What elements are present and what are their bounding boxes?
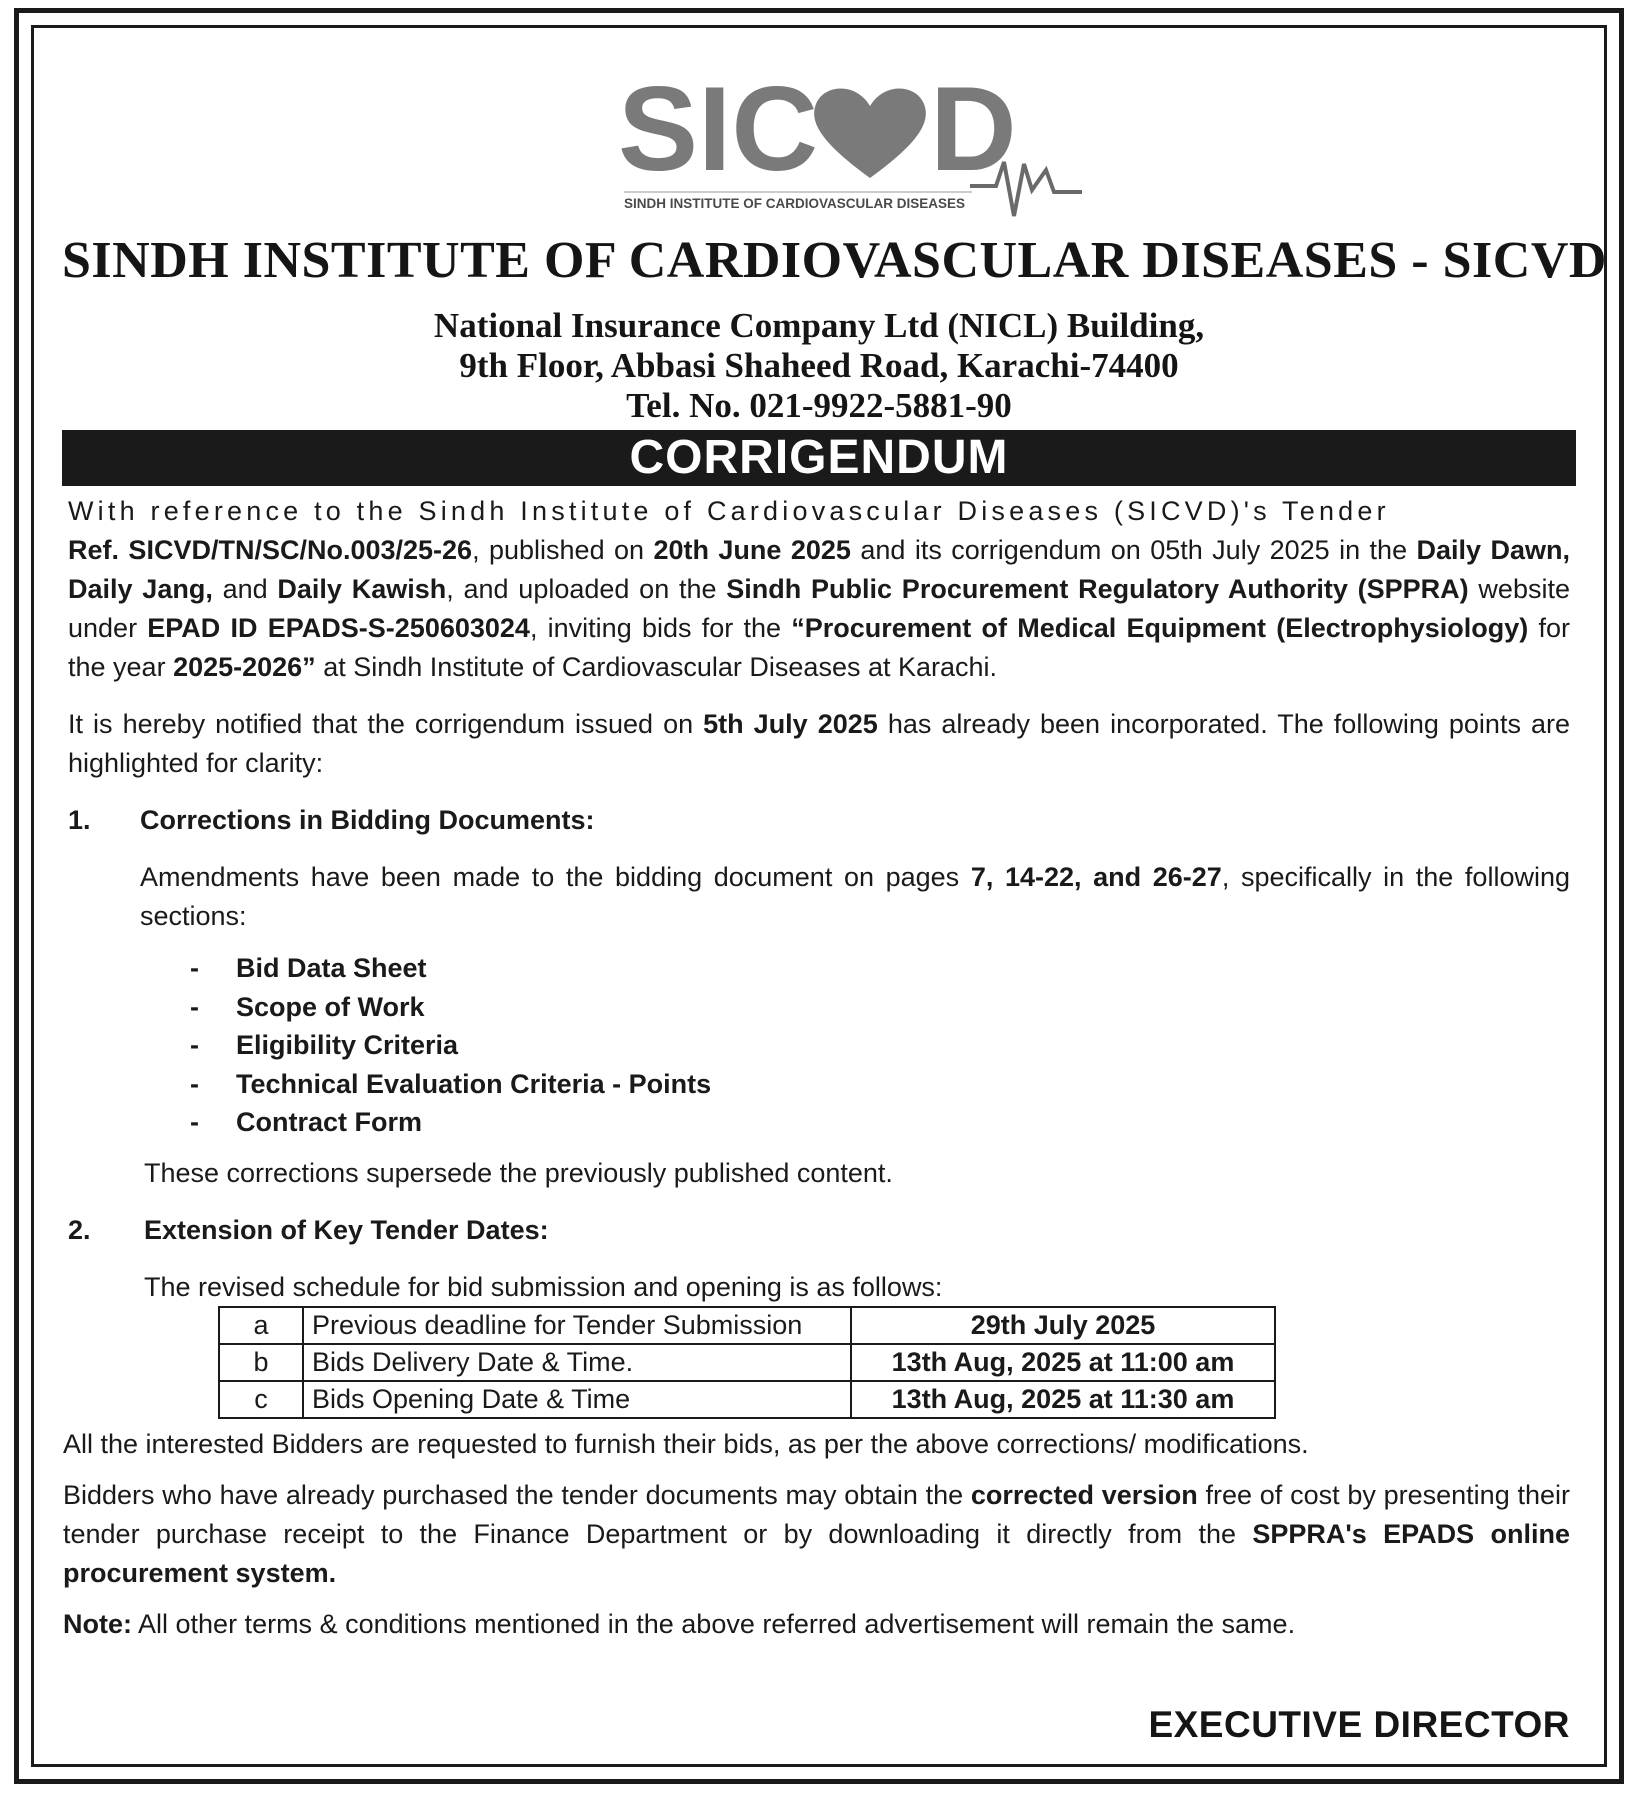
intro-text: and — [212, 574, 278, 604]
amendments-text: Amendments have been made to the bidding document on pages — [140, 862, 971, 892]
schedule-table — [218, 1306, 1276, 1419]
corrigendum-banner: CORRIGENDUM — [62, 430, 1576, 486]
row-value: 29th July 2025 — [851, 1307, 1275, 1344]
intro-text: and its corrigendum on 05th July 2025 in the — [850, 535, 1417, 565]
signature-title: EXECUTIVE DIRECTOR — [1148, 1704, 1570, 1745]
logo-letters-sic: SIC — [618, 66, 819, 196]
notice-date: 5th July 2025 — [703, 709, 878, 739]
intro-line1: With reference to the Sindh Institute of Cardiovascular Diseases (SICVD)'s Tender — [68, 496, 1390, 526]
tender-ref: Ref. SICVD/TN/SC/No.003/25-26 — [68, 535, 473, 565]
table-row — [219, 1307, 1275, 1344]
telephone: Tel. No. 021-9922-5881-90 — [626, 386, 1012, 425]
notice-text: It is hereby notified that the corrigendum issued on — [68, 709, 704, 739]
epad-id: EPAD ID EPADS-S-250603024 — [147, 613, 530, 643]
section-number: 2. — [68, 1214, 91, 1245]
section-title: Extension of Key Tender Dates: — [144, 1214, 549, 1245]
section-2-heading — [68, 1211, 1570, 1250]
row-label: Bids Opening Date & Time — [303, 1381, 851, 1418]
logo-letter-d: D — [930, 66, 1017, 196]
notice-paragraph — [68, 705, 1570, 783]
outer-frame — [14, 8, 1624, 1784]
bidders-request: All the interested Bidders are requested to furnish their bids, as per the above corrections/ modifications. — [63, 1428, 1309, 1459]
corrected-version-paragraph — [63, 1476, 1570, 1593]
list-item: - Technical Evaluation Criteria - Points — [190, 1068, 712, 1099]
intro-text: , published on — [472, 535, 654, 565]
logo-tagline: SINDH INSTITUTE OF CARDIOVASCULAR DISEASES — [624, 196, 966, 211]
inner-frame — [31, 25, 1607, 1767]
amendments-text: , specifically in the following sections: — [140, 862, 1570, 931]
intro-text: , and uploaded on the — [446, 574, 727, 604]
newspaper-kawish: Daily Kawish — [277, 574, 447, 604]
address-line-1: National Insurance Company Ltd (NICL) Building, — [433, 306, 1205, 345]
heart-icon — [814, 89, 926, 179]
section-1-heading — [68, 801, 1570, 840]
advertisement — [62, 48, 1607, 1750]
intro-paragraph — [68, 492, 1570, 687]
row-label: Previous deadline for Tender Submission — [303, 1307, 851, 1344]
epads-system: SPPRA's EPADS online procurement system. — [63, 1518, 1570, 1588]
section-number: 1. — [68, 805, 91, 835]
row-key: c — [219, 1381, 303, 1418]
publish-date: 20th June 2025 — [653, 535, 851, 565]
row-label: Bids Delivery Date & Time. — [303, 1344, 851, 1381]
row-key: b — [219, 1344, 303, 1381]
newspapers: Daily Dawn, Daily Jang, — [68, 535, 1570, 604]
intro-text: at Sindh Institute of Cardiovascular Diseases at Karachi. — [315, 652, 998, 682]
note-text: All other terms & conditions mentioned in the above referred advertisement will remain the same. — [132, 1608, 1296, 1639]
procurement-title: “Procurement of Medical Equipment (Electrophysiology) — [791, 613, 1529, 643]
notice-text: has already been incorporated. The following points are highlighted for clarity: — [68, 709, 1570, 778]
table-row — [219, 1344, 1275, 1381]
row-value: 13th Aug, 2025 at 11:00 am — [851, 1344, 1275, 1381]
sicvd-logo — [612, 66, 1112, 236]
note-label: Note: — [63, 1608, 132, 1639]
note-paragraph — [63, 1605, 1570, 1644]
authority-name: Sindh Public Procurement Regulatory Authority (SPPRA) — [726, 574, 1469, 604]
amended-pages: 7, 14-22, and 26-27 — [970, 862, 1222, 892]
intro-text: website under — [68, 574, 1570, 643]
closing-text: Bidders who have already purchased the tender documents may obtain the — [63, 1479, 971, 1510]
amended-sections-list — [68, 949, 1570, 1142]
intro-text: for the year — [68, 613, 1570, 682]
closing-text: free of cost by presenting their tender purchase receipt to the Finance Department or by downloading it directly from the — [63, 1479, 1570, 1549]
row-key: a — [219, 1307, 303, 1344]
list-item: - Contract Form — [190, 1107, 423, 1137]
organization-name: SINDH INSTITUTE OF CARDIOVASCULAR DISEASES - SICVD — [62, 232, 1607, 289]
supersede-note: These corrections supersede the previously published content. — [144, 1157, 893, 1188]
list-item: - Bid Data Sheet — [190, 953, 427, 983]
section-title: Corrections in Bidding Documents: — [140, 805, 595, 835]
intro-text: , inviting bids for the — [529, 613, 792, 643]
schedule-intro: The revised schedule for bid submission and opening is as follows: — [144, 1271, 943, 1302]
amendments-paragraph — [68, 858, 1570, 936]
corrected-version: corrected version — [970, 1479, 1198, 1510]
row-value: 13th Aug, 2025 at 11:30 am — [851, 1381, 1275, 1418]
list-item: - Eligibility Criteria — [190, 1030, 459, 1060]
notice-body — [63, 492, 1570, 1644]
list-item: - Scope of Work — [190, 991, 425, 1022]
table-row — [219, 1381, 1275, 1418]
address-line-2: 9th Floor, Abbasi Shaheed Road, Karachi-74400 — [459, 346, 1179, 385]
procurement-year: 2025-2026” — [173, 652, 316, 682]
